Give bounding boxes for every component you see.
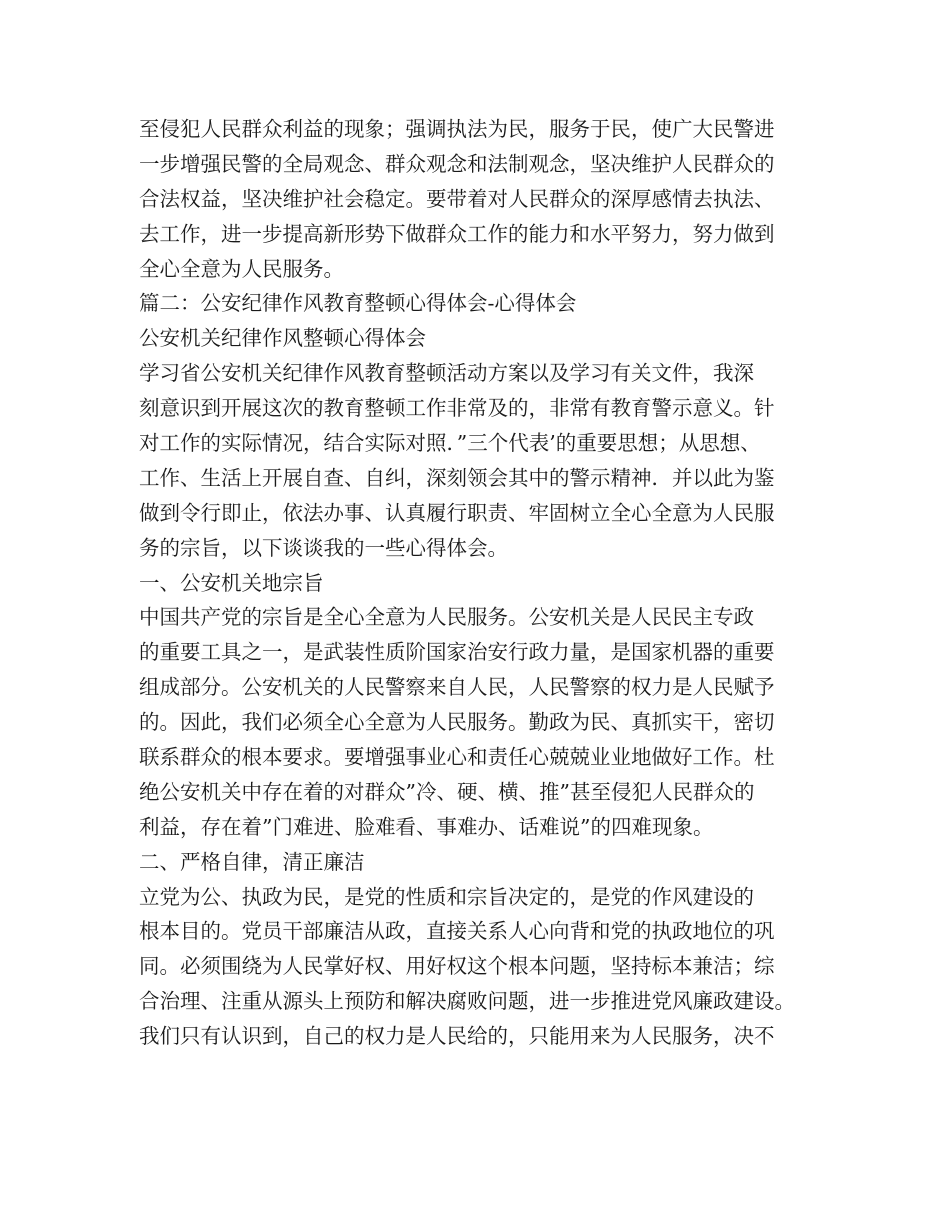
- text-line: 对工作的实际情况，结合实际对照．”三个代表’的重要思想；从思想、: [139, 431, 761, 456]
- text-line: 的。因此，我们必须全心全意为人民服务。勤政为民、真抓实干，密切: [139, 710, 775, 735]
- subheading: 一、公安机关地宗旨: [139, 570, 324, 595]
- text-line: 刻意识到开展这次的教育整顿工作非常及的，非常有教育警示意义。针: [139, 396, 775, 421]
- text-line: 学习省公安机关纪律作风教育整顿活动方案以及学习有关文件，我深: [139, 361, 754, 386]
- text-line: 利益，存在着”门难进、脸难看、事难办、话难说”的四难现象。: [139, 814, 714, 839]
- text-line: 立党为公、执政为民，是党的性质和宗旨决定的，是党的作风建设的: [139, 884, 754, 909]
- article-title: 公安机关纪律作风整顿心得体会: [139, 326, 426, 351]
- text-line: 的重要工具之一，是武装性质阶国家治安行政力量，是国家机器的重要: [139, 640, 775, 665]
- text-line: 务的宗旨，以下谈谈我的一些心得体会。: [139, 535, 508, 560]
- document-page: [139, 112, 829, 1054]
- text-line: 做到令行即止，依法办事、认真履行职责、牢固树立全心全意为人民服: [139, 500, 775, 525]
- text-line: 我们只有认识到，自己的权力是人民给的，只能用来为人民服务，决不: [139, 1024, 775, 1049]
- section-heading: 篇二：公安纪律作风教育整顿心得体会-心得体会: [139, 291, 577, 316]
- text-line: 根本目的。党员干部廉洁从政，直接关系人心向背和党的执政地位的巩: [139, 919, 775, 944]
- text-line: 工作、生活上开展自查、自纠，深刻领会其中的警示精神．并以此为鉴: [139, 465, 775, 490]
- text-line: 中国共产党的宗旨是全心全意为人民服务。公安机关是人民民主专政: [139, 605, 754, 630]
- text-line: 合治理、注重从源头上预防和解决腐败问题，进一步推进党风廉政建设。: [139, 989, 795, 1014]
- text-line: 绝公安机关中存在着的对群众”冷、硬、横、推”甚至侵犯人民群众的: [139, 779, 755, 804]
- text-line: 合法权益，坚决维护社会稳定。要带着对人民群众的深厚感情去执法、: [139, 186, 775, 211]
- subheading: 二、严格自律，清正廉洁: [139, 849, 365, 874]
- text-line: 同。必须围绕为人民掌好权、用好权这个根本问题，坚持标本兼洁；综: [139, 954, 775, 979]
- text-line: 联系群众的根本要求。要增强事业心和责任心兢兢业业地做好工作。杜: [139, 745, 775, 770]
- text-line: 一步增强民警的全局观念、群众观念和法制观念，坚决维护人民群众的: [139, 151, 775, 176]
- text-line: 去工作，进一步提高新形势下做群众工作的能力和水平努力，努力做到: [139, 221, 775, 246]
- text-line: 至侵犯人民群众利益的现象；强调执法为民，服务于民，使广大民警进: [139, 117, 775, 141]
- text-line: 组成部分。公安机关的人民警察来自人民，人民警察的权力是人民赋予: [139, 675, 775, 700]
- text-line: 全心全意为人民服务。: [139, 256, 344, 281]
